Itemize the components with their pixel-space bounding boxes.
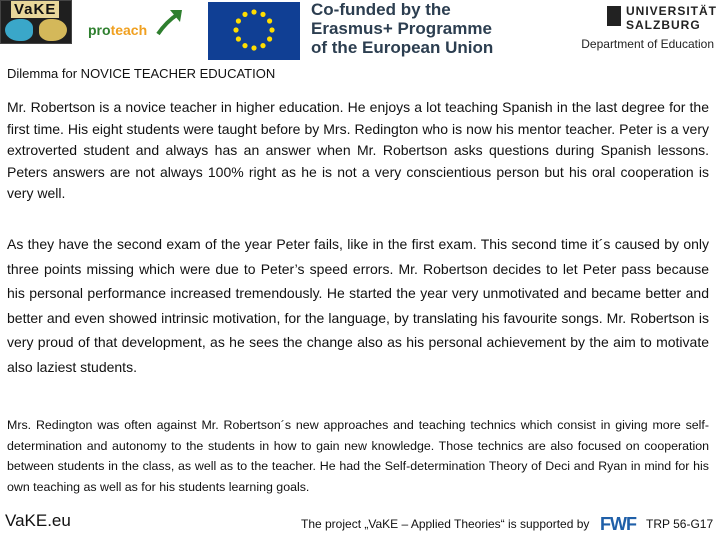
uni-line-2: SALZBURG [626, 18, 701, 32]
uni-line-1: UNIVERSITÄT [626, 4, 718, 18]
face-right-graphic [39, 19, 67, 41]
department-label: Department of Education [581, 37, 714, 51]
fwf-wordmark: FWF [600, 514, 636, 534]
arrow-up-right-icon [156, 8, 184, 38]
paragraph-1: Mr. Robertson is a novice teacher in higher education. He enjoys a lot teaching Spanish in the last degree for the first time. His eight students were taught before by Mrs. Redington who is now his mentor teacher. Peter is a very extroverted student and always has an answer when Mr. Robertson asks questions during Spanish lessons. Peters answers are not always 100% right as he is not a very conscientious person but his oral cooperation is very well. [7, 99, 709, 202]
erasmus-cofunding-text [311, 0, 511, 57]
grant-number: TRP 56-G17 [646, 517, 714, 531]
vake-logo-text: VaKE [11, 1, 59, 18]
vake-logo [0, 0, 72, 44]
eu-line-3: of the European Union [311, 38, 494, 57]
vake-website-label: VaKE.eu [5, 511, 71, 530]
page-title: Dilemma for NOVICE TEACHER EDUCATION [7, 66, 276, 81]
fwf-logo [600, 514, 642, 538]
eu-line-2: Erasmus+ Programme [311, 19, 492, 38]
face-left-graphic [5, 19, 33, 41]
eu-line-1: Co-funded by the [311, 0, 451, 19]
paragraph-2: As they have the second exam of the year Peter fails, like in the first exam. This second time it´s caused by only three points missing which were due to Peter’s speed errors. Mr. Robertson decides to let Peter pass because his personal performance increased tremendously. He started the year very unmotivated and became better and better and even showed intrinsic motivation, for the language, by translating his favourite songs. Mr. Robertson is very proud of that development, as he sees the change also as his personal achievement by the aim to motivate also laziest students. [7, 236, 709, 375]
eu-flag-icon [208, 2, 300, 60]
proteach-pro: pro [88, 22, 111, 38]
project-support-note: The project „VaKE – Applied Theories“ is supported by [301, 517, 590, 531]
crest-icon [607, 6, 621, 26]
proteach-teach: teach [110, 22, 148, 38]
proteach-logo [88, 6, 188, 52]
proteach-wordmark [88, 22, 147, 38]
university-salzburg-logo [607, 4, 717, 38]
paragraph-3: Mrs. Redington was often against Mr. Robertson´s new approaches and teaching technics which consist in giving more self-determination and autonomy to the students in how to gain new knowledge. Those technics are also focused on cooperation between students in the class, as well as to the teacher. He had the Self-determination Theory of Deci and Ryan in mind for his own teaching as well as for his students learning goals. [7, 418, 709, 494]
